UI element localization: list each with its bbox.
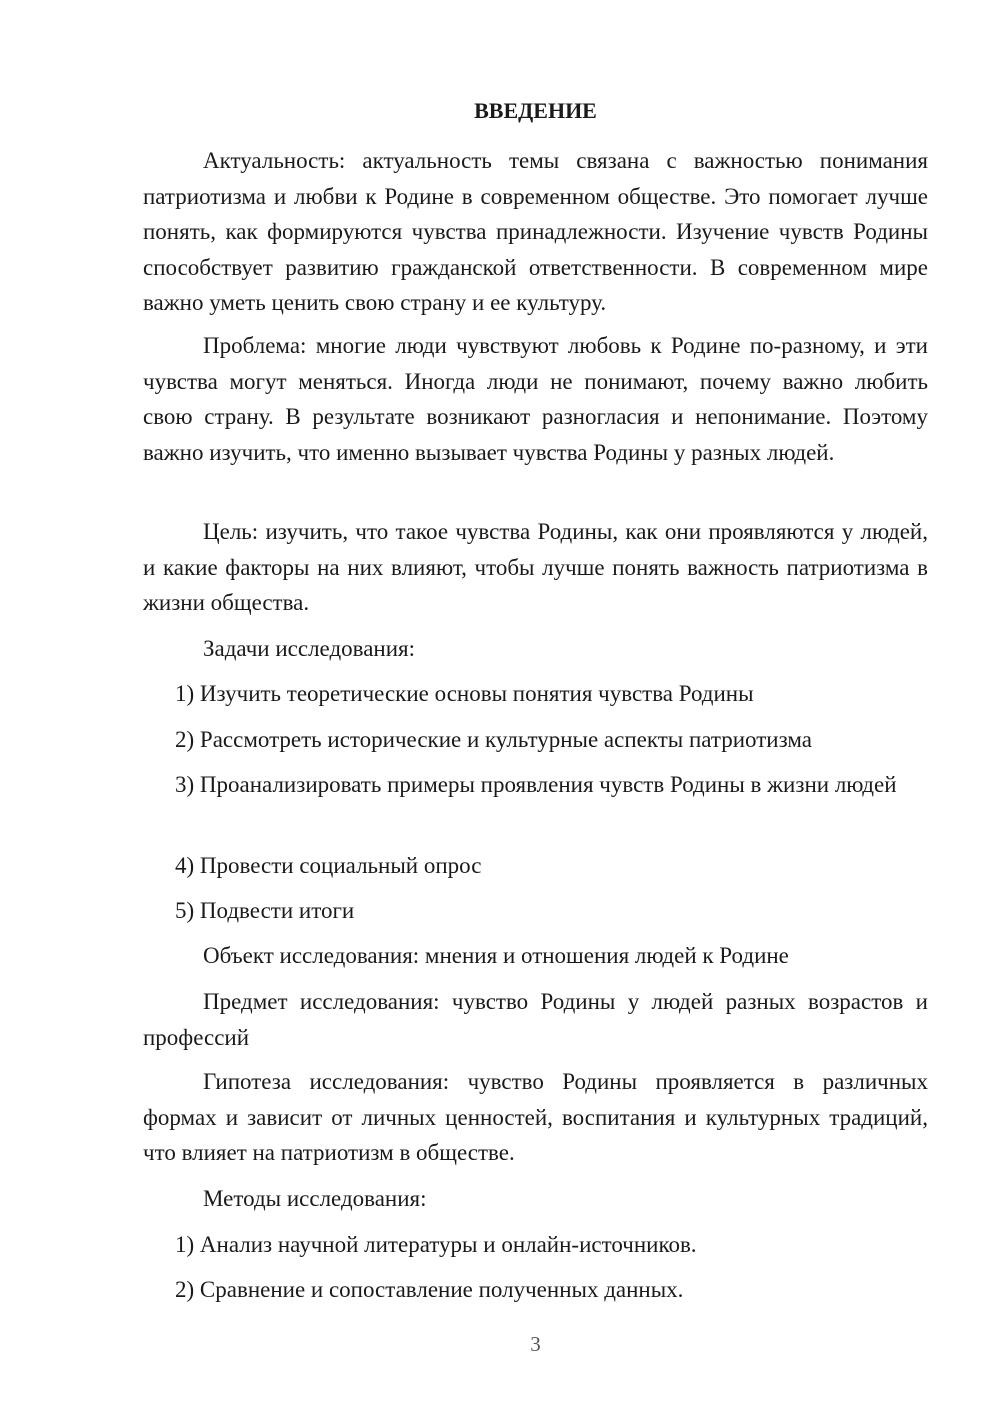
tasks-label: Задачи исследования: xyxy=(203,636,416,661)
goal-paragraph: Цель: изучить, что такое чувства Родины, как они проявляются у людей, и какие факторы на них влияют, чтобы лучше понять важность патриотизма в жизни общества. xyxy=(143,519,928,615)
task-item: 3) Проанализировать примеры проявления чувств Родины в жизни людей xyxy=(175,772,897,797)
task-item: 5) Подвести итоги xyxy=(175,898,355,923)
object-paragraph: Объект исследования: мнения и отношения людей к Родине xyxy=(203,943,789,968)
page-number: 3 xyxy=(530,1332,541,1356)
task-item: 1) Изучить теоретические основы понятия чувства Родины xyxy=(175,681,754,706)
relevance-paragraph: Актуальность: актуальность темы связана с важностью понимания патриотизма и любви к Родине в современном обществе. Это помогает лучше понять, как формируются чувства принадлежности. Изучение чувств Родины способствует развитию гражданской ответственности. В современном мире важно уметь ценить свою страну и ее культуру. xyxy=(143,148,928,315)
problem-paragraph: Проблема: многие люди чувствуют любовь к Родине по-разному, и эти чувства могут меняться. Иногда люди не понимают, почему важно любить свою страну. В результате возникают разногласия и непонимание. Поэтому важно изучить, что именно вызывает чувства Родины у разных людей. xyxy=(143,333,928,465)
hypothesis-paragraph: Гипотеза исследования: чувство Родины проявляется в различных формах и зависит от личных ценностей, воспитания и культурных традиций, что влияет на патриотизм в обществе. xyxy=(143,1069,928,1165)
task-item: 2) Рассмотреть исторические и культурные аспекты патриотизма xyxy=(175,727,812,752)
method-item: 1) Анализ научной литературы и онлайн-источников. xyxy=(175,1232,697,1257)
method-item: 2) Сравнение и сопоставление полученных данных. xyxy=(175,1277,684,1302)
subject-paragraph: Предмет исследования: чувство Родины у людей разных возрастов и профессий xyxy=(143,989,928,1050)
section-heading: ВВЕДЕНИЕ xyxy=(474,98,597,123)
document-page xyxy=(143,0,928,1414)
task-item: 4) Провести социальный опрос xyxy=(175,853,482,878)
methods-label: Методы исследования: xyxy=(203,1186,427,1211)
